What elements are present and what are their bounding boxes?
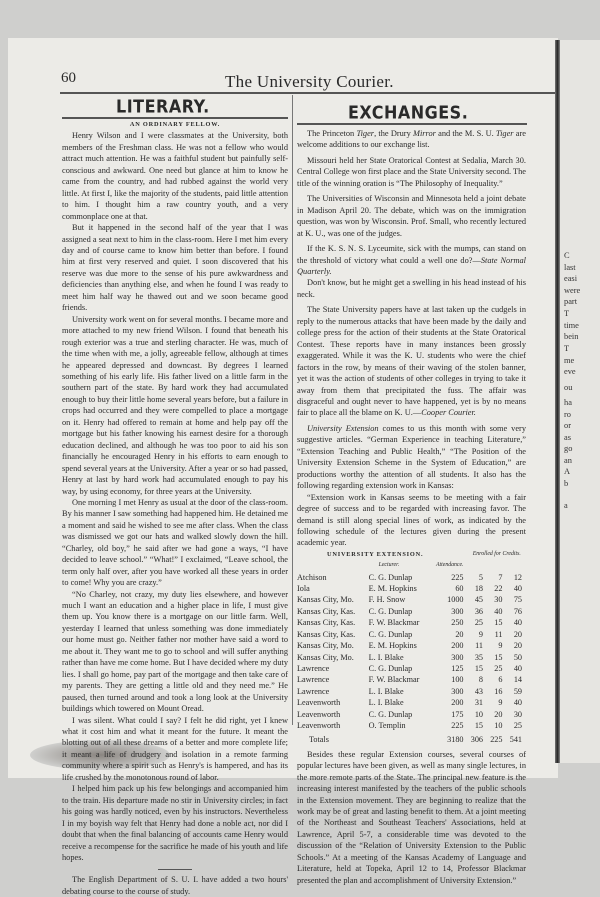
cell-attendance: 200 [451, 641, 464, 651]
cell-lecturer: L. I. Blake [368, 652, 404, 662]
story-paragraph: Henry Wilson and I were classmates at the University, both members of the Freshman class. He was not a fellow who would attract much attention. He was a faithful student but painfully self-conscious and awkward. One need but glance at him to know he came from the country, and had rubbed against the world very little. At first I, like the majority of the students, paid little attention to him. I thought him a raw country youth, and a very commonplace one at that. [62, 131, 288, 221]
table-row [297, 686, 526, 697]
totals-label: Totals [309, 735, 329, 745]
cell-attendance: 20 [455, 629, 464, 639]
cell-place: Kansas City, Kas. [297, 629, 356, 639]
next-page-fragment: last [564, 263, 576, 272]
cell-lecturer: C. G. Dunlap [368, 572, 413, 582]
totals-row [297, 731, 526, 745]
cell-attendance: 200 [451, 698, 464, 708]
cell-lecturer: O. Templin [368, 720, 406, 730]
cell-credit-1: 25 [474, 618, 483, 628]
cell-attendance: 100 [451, 675, 464, 685]
cell-credit-1: 35 [474, 652, 483, 662]
cell-attendance: 300 [451, 686, 464, 696]
cell-lecturer: L. I. Blake [368, 698, 404, 708]
table-row [297, 629, 526, 640]
cell-credit-2: 7 [498, 572, 503, 582]
exchanges-column [297, 128, 526, 886]
cell-credit-3: 14 [513, 675, 522, 685]
lecturer-header: Lecturer. [378, 562, 400, 569]
cell-attendance: 60 [455, 584, 464, 594]
cell-credit-1: 43 [474, 686, 483, 696]
cell-credit-2: 30 [494, 595, 503, 605]
totals-credit-1: 306 [470, 735, 483, 745]
header-rule [60, 92, 555, 94]
cell-credit-3: 59 [513, 686, 522, 696]
table-row [297, 640, 526, 651]
exchange-item: Don't know, but he might get a swelling in his head instead of his neck. [297, 278, 526, 299]
cell-attendance: 125 [451, 663, 464, 673]
cell-credit-3: 25 [513, 720, 522, 730]
cell-place: Kansas City, Mo. [297, 652, 354, 662]
table-caption: UNIVERSITY EXTENSION. [327, 550, 424, 558]
next-page-fragment: time [564, 321, 579, 330]
story-paragraph: I was silent. What could I say? I felt he did right, yet I knew what it cost him and what it meant for the future. It meant the blotting out of all these dreams of a better and more complete life; it meant a life of drudgery and isolation in a remote farming community where a spirit such as Henry's is hampered, and has its life crushed by the monotonous round of labor. [62, 715, 288, 782]
cell-place: Kansas City, Kas. [297, 606, 356, 616]
attendance-header: Attendance. [435, 562, 464, 569]
exchange-item: Missouri held her State Oratorical Contest at Sedalia, March 30. Central College won first place and the State University second. The title of the winning oration is “The Philosophy of Inequality.” [297, 155, 527, 188]
story-paragraph: I helped him pack up his few belongings and accompanied him to the train. His departure made no stir in University circles; in fact his going was hardly noticed, even by his instructors. Nevertheless I in my boyish way felt that Henry had done a noble act, nor did I doubt that when the final balancing of accounts came Henry would receive a recompense for the sacrifice he made of his youth and life hopes. [62, 784, 288, 862]
cell-credit-3: 40 [513, 584, 522, 594]
exchange-item: Besides these regular Extension courses, several courses of popular lectures have been given, as well as many single lectures, in the more remote parts of the State. The principal new feature is the increasing interest manifested by the teachers of the public schools in the Extension movement. They are beginning to realize that the work may be of great and lasting benefit to them. At a joint meeting of the Northeast and Southeast Teachers' Associations, held at Lawrence, April 5-7, a considerable time was devoted to the discussion of the “Relation of University Extension to the Public Schools.” At a meeting of the Kansas Academy of Language and Literature, held at Topeka, April 12 to 14, Professor Blackmar presented the plan and accomplishment of University Extension.” [297, 749, 526, 885]
cell-place: Kansas City, Mo. [297, 595, 354, 605]
cell-attendance: 250 [451, 618, 464, 628]
cell-credit-2: 15 [494, 618, 503, 628]
next-page-fragment: ou [564, 383, 573, 392]
next-page-fragment: a [564, 501, 568, 510]
table-row [297, 617, 526, 628]
next-page-fragment: A [564, 467, 571, 476]
exchange-item: University Extension comes to us this month with some very suggestive articles. “German Experience in teaching Literature,” “Extension Teaching and Public Health,” “The Position of the University Extension Scheme in the System of Education,” are productions worthy the attention of all students. It also has the following regarding extension work in Kansas: [297, 423, 526, 491]
cell-place: Kansas City, Mo. [297, 641, 354, 651]
cell-credit-3: 40 [513, 618, 522, 628]
cell-credit-3: 20 [513, 629, 522, 639]
next-page-fragment: as [564, 433, 571, 442]
cell-credit-2: 40 [494, 606, 503, 616]
cell-credit-1: 5 [478, 572, 483, 582]
cell-credit-3: 40 [513, 698, 522, 708]
next-page-fragment: b [564, 479, 569, 488]
cell-credit-1: 36 [474, 606, 483, 616]
next-page-fragment: eve [564, 367, 576, 376]
exchange-item: “Extension work in Kansas seems to be meeting with a fair degree of success and to be regarded with increasing favor. The demand is still along special lines of work, as indicated by the following schedule of the lectures given during the present academic year. [297, 492, 526, 548]
column-divider [292, 95, 293, 725]
story-paragraph: One morning I met Henry as usual at the door of the class-room. By his manner I saw something had happened him. He detained me a moment and said he wished to see me after class. When the class was dismissed we got our hats and walked slowly down the hill. “Charley, old boy,” he said after we had gone a ways, “I have decided to leave school.” “What!” I exclaimed, “Leave school, the term only half over, after you have worked all these years in order to come! Why you are crazy.” [62, 497, 288, 588]
cell-credit-2: 11 [494, 629, 503, 639]
cell-credit-2: 9 [498, 698, 503, 708]
cell-attendance: 300 [451, 652, 464, 662]
next-page-fragment: C [564, 251, 570, 260]
totals-credit-2: 225 [490, 735, 503, 745]
cell-credit-1: 45 [474, 595, 483, 605]
cell-credit-1: 31 [474, 698, 483, 708]
next-page-fragment: were [564, 286, 581, 295]
separator-rule [158, 869, 192, 870]
totals-credit-3: 541 [509, 735, 522, 745]
table-row [297, 663, 526, 674]
cell-credit-1: 9 [478, 629, 483, 639]
table-row [297, 697, 526, 708]
cell-credit-2: 25 [494, 663, 503, 673]
exchange-item: The Universities of Wisconsin and Minnesota held a joint debate in Madison April 20. The debate, which was on the immigration question, was won by Wisconsin. Prof. Small, who recently lectured at K. U., was one of the judges. [297, 194, 526, 238]
next-page-fragment: or [564, 421, 571, 430]
cell-credit-2: 15 [494, 652, 503, 662]
cell-lecturer: F. W. Blackmar [368, 675, 420, 685]
cell-credit-1: 15 [474, 720, 483, 730]
story-title: AN ORDINARY FELLOW. [129, 121, 221, 128]
cell-place: Lawrence [297, 663, 330, 673]
table-row [297, 572, 526, 583]
literary-heading: LITERARY. [116, 96, 210, 117]
next-page-fragment: ro [564, 410, 571, 419]
cell-credit-1: 15 [474, 663, 483, 673]
cell-credit-1: 18 [474, 584, 483, 594]
cell-attendance: 225 [451, 720, 464, 730]
cell-place: Iola [297, 584, 310, 594]
cell-credit-1: 10 [474, 709, 483, 719]
cell-credit-3: 20 [513, 641, 522, 651]
cell-attendance: 225 [451, 572, 464, 582]
cell-credit-1: 11 [475, 641, 483, 651]
cell-lecturer: F. H. Snow [368, 595, 406, 605]
cell-place: Kansas City, Kas. [297, 618, 356, 628]
cell-credit-2: 16 [494, 686, 503, 696]
story-paragraph: University work went on for several months. I became more and more attached to my new friend Wilson. I found that beneath his rough exterior was a true and sterling character. He was, much of the time when with me, a jolly, agreeable fellow, although at times he appeared depressed and downcast. By degrees I learned something of his early life. His father lived on a little farm in the southern part of the state. By hard work they had accumulated enough to buy their little home several years before, but a failure in crops had occurred and they were compelled to place a mortgage on it. Henry had offered to remain at home and help pay off the mortgage but his father knowing his earnest desire for a thorough education declined, and although he was too poor to aid his son financially he encouraged Henry in his efforts to earn enough to spend several years at the University. After a year or so had passed, Henry at last by hard work had accumulated enough to pay his way, by using economy, for three years at the University. [62, 314, 288, 496]
cell-attendance: 300 [451, 606, 464, 616]
cell-lecturer: F. W. Blackmar [368, 618, 420, 628]
next-page-fragment: T [564, 309, 570, 318]
story-paragraph: “No Charley, not crazy, my duty lies elsewhere, and however much I want an education and a higher place in life, I must give them up. You know there is a mortgage on our little farm. Well, yesterday I learned that unless something was done immediately our home must go. Neither father nor mother have said a word to me about it. They want me to go to school and will suffer anything rather than have me come home. But I have decided where my duty lies. I shall go home, pay part of the mortgage and then take care of my parents. They are getting a little old and they need me.” He paused, then turned around and took a long look at the University buildings which towered on Mount Oread. [62, 589, 288, 714]
cell-lecturer: C. G. Dunlap [368, 606, 413, 616]
page-number: 60 [61, 70, 76, 86]
cell-credit-2: 10 [494, 720, 503, 730]
cell-place: Leavenworth [297, 720, 341, 730]
cell-credit-3: 40 [513, 663, 522, 673]
cell-credit-3: 75 [513, 595, 522, 605]
table-row [297, 720, 526, 731]
cell-attendance: 175 [451, 709, 464, 719]
table-row [297, 674, 526, 685]
cell-place: Lawrence [297, 675, 330, 685]
cell-credit-1: 8 [478, 675, 483, 685]
cell-credit-2: 22 [494, 584, 503, 594]
cell-lecturer: L. I. Blake [368, 686, 404, 696]
story-paragraph: But it happened in the second half of the year that I was assigned a seat next to him in the class-room. Here I met him every day and of course came to know him better than before. I found him at first very reserved and quiet. I soon discovered that his reserve was due more to the sense of his pure awkwardness and deficiencies than anything else, and when he found I was ready to meet him half way he thawed out and we soon became good friends. [62, 223, 288, 313]
next-page-fragment: go [564, 444, 573, 453]
table-row [297, 709, 526, 720]
cell-attendance: 1000 [447, 595, 464, 605]
exchange-item: The State University papers have at last taken up the cudgels in reply to the numerous attacks that have been made by the daily and college press for the action of their students at the State Oratorical Contest. These reports have in many instances been grossly exaggerated. While it was the K. U. students who were the chief factors in the row, by means of their waving of the stolen banner, yet it was the action of students of other colleges in trying to take it away from them that precipitated the fuss. The affair was disgraceful and ought never to have happened, yet is by no means fair to place all the blame on K. U.—Cooper Courier. [297, 305, 526, 418]
table-row [297, 606, 526, 617]
next-page-fragment: ha [564, 398, 572, 407]
table-row [297, 594, 526, 605]
next-page-fragment: T [564, 344, 570, 353]
table-row [297, 583, 526, 594]
next-page-fragment: me [564, 356, 575, 365]
publication-title: The University Courier. [225, 72, 394, 91]
cell-credit-2: 9 [498, 641, 503, 651]
cell-credit-2: 20 [494, 709, 503, 719]
cell-credit-2: 6 [498, 675, 503, 685]
cell-place: Lawrence [297, 686, 330, 696]
cell-credit-3: 76 [513, 606, 522, 616]
totals-attendance: 3180 [447, 735, 464, 745]
enrolled-header: Enrolled for Credits. [472, 550, 521, 557]
debating-note: The English Department of S. U. I. have added a two hours' debating course to the course of study. [62, 875, 288, 896]
cell-credit-3: 30 [513, 709, 522, 719]
cell-lecturer: C. G. Dunlap [368, 709, 413, 719]
cell-place: Leavenworth [297, 698, 341, 708]
cell-lecturer: E. M. Hopkins [368, 641, 417, 651]
extension-schedule-table [297, 549, 526, 746]
exchange-item: The Princeton Tiger, the Drury Mirror and the M. S. U. Tiger are welcome additions to our exchange list. [297, 129, 526, 150]
cell-lecturer: C. G. Dunlap [368, 663, 413, 673]
next-page-edge [560, 40, 600, 763]
next-page-fragment: bein [564, 332, 579, 341]
cell-place: Leavenworth [297, 709, 341, 719]
exchanges-heading: EXCHANGES. [348, 102, 469, 123]
exchanges-rule [297, 123, 527, 125]
cell-credit-3: 50 [513, 652, 522, 662]
exchange-item: If the K. S. N. S. Lyceumite, sick with the mumps, can stand on the threshold of victory what could a well one do?—State Normal Quarterly. [297, 244, 526, 276]
next-page-fragment: part [564, 297, 578, 306]
next-page-fragment: easi [564, 274, 578, 283]
cell-lecturer: C. G. Dunlap [368, 629, 413, 639]
cell-credit-3: 12 [513, 572, 522, 582]
cell-place: Atchison [297, 572, 327, 582]
next-page-fragment: an [564, 456, 572, 465]
literary-column [62, 119, 288, 897]
table-row [297, 652, 526, 663]
cell-lecturer: E. M. Hopkins [368, 584, 417, 594]
